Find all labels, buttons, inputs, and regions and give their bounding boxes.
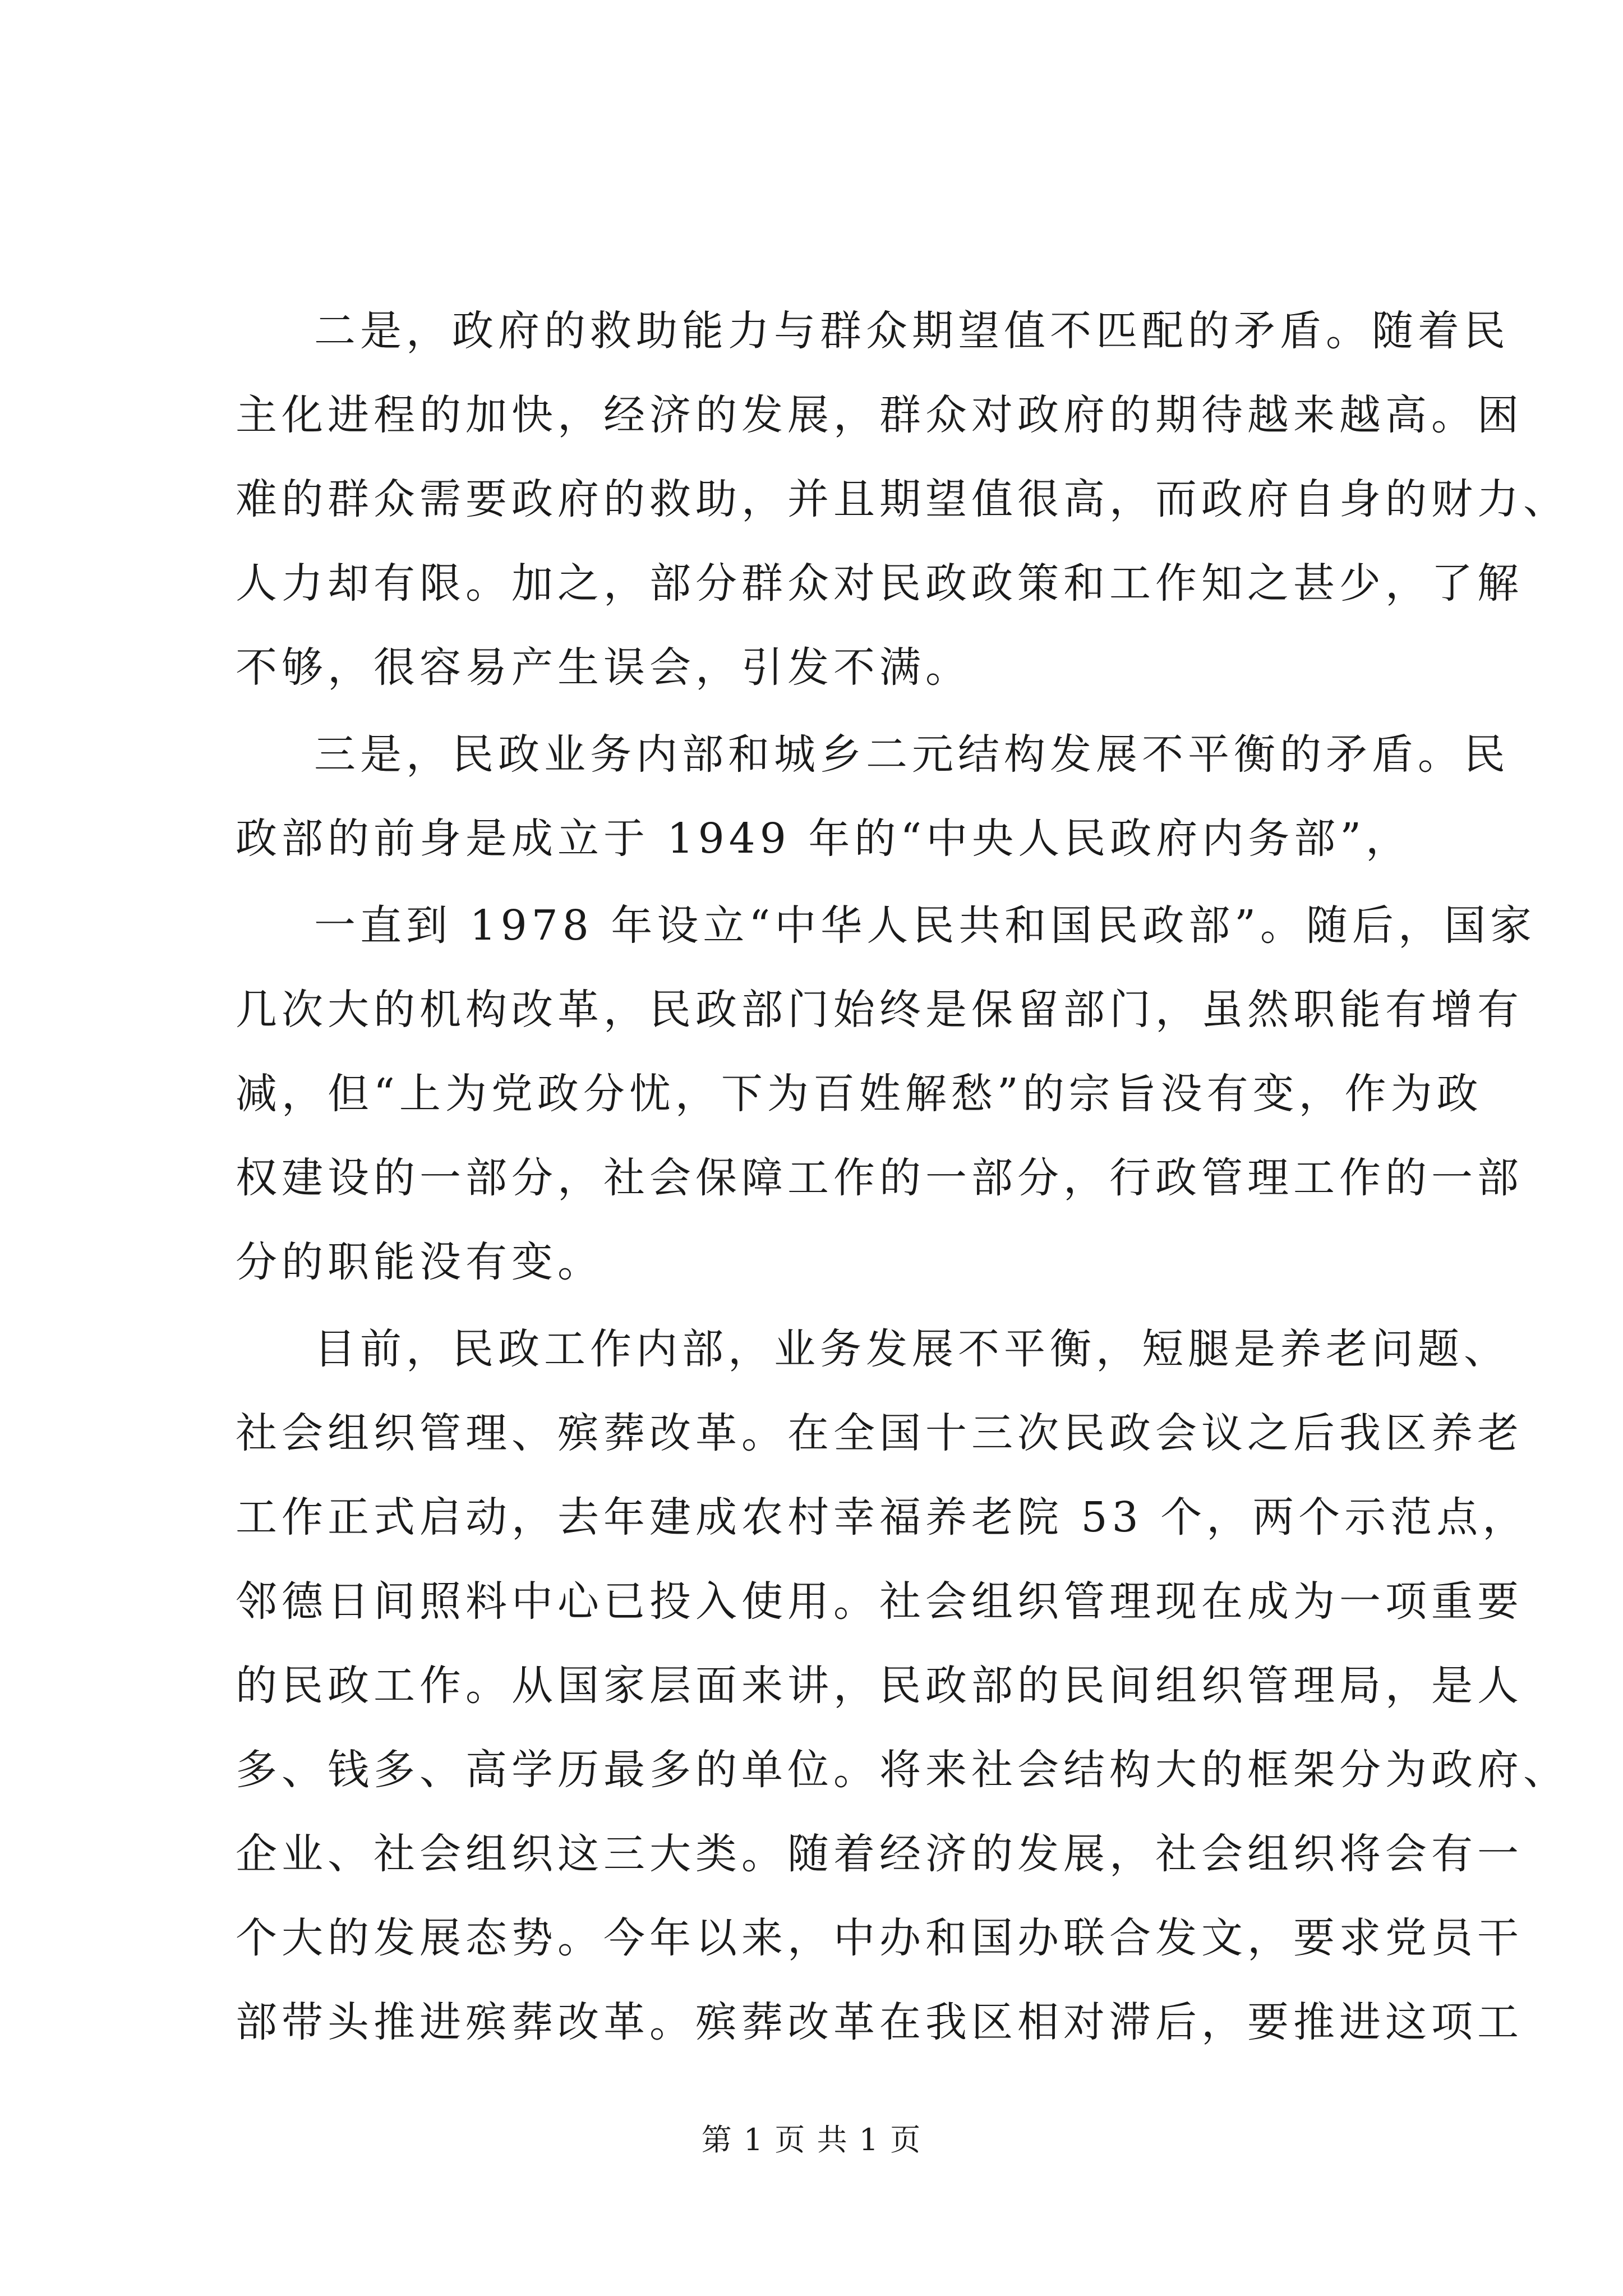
text-line: 个大的发展态势。今年以来，中办和国办联合发文，要求党员干 <box>236 1914 1523 1962</box>
text-line: 部带头推进殡葬改革。殡葬改革在我区相对滞后，要推进这项工 <box>236 1998 1523 2046</box>
text-line: 一直到 1978 年设立“中华人民共和国民政部”。随后，国家 <box>314 901 1537 950</box>
text-line: 邻德日间照料中心已投入使用。社会组织管理现在成为一项重要 <box>236 1577 1523 1626</box>
text-line: 权建设的一部分，社会保障工作的一部分，行政管理工作的一部 <box>236 1154 1523 1202</box>
text-line: 目前，民政工作内部，业务发展不平衡，短腿是养老问题、 <box>314 1325 1510 1373</box>
page-number-footer: 第 1 页 共 1 页 <box>701 2122 922 2157</box>
text-line: 分的职能没有变。 <box>236 1238 603 1286</box>
text-line: 三是，民政业务内部和城乡二元结构发展不平衡的矛盾。民 <box>314 730 1510 779</box>
text-line: 主化进程的加快，经济的发展，群众对政府的期待越来越高。困 <box>236 391 1523 439</box>
text-line: 的民政工作。从国家层面来讲，民政部的民间组织管理局，是人 <box>236 1662 1523 1710</box>
text-line: 社会组织管理、殡葬改革。在全国十三次民政会议之后我区养老 <box>236 1409 1523 1457</box>
text-line: 难的群众需要政府的救助，并且期望值很高，而政府自身的财力、 <box>236 475 1569 523</box>
text-line: 二是，政府的救助能力与群众期望值不匹配的矛盾。随着民 <box>314 307 1510 355</box>
text-line: 多、钱多、高学历最多的单位。将来社会结构大的框架分为政府、 <box>236 1746 1569 1794</box>
text-line: 政部的前身是成立于 1949 年的“中央人民政府内务部”， <box>236 815 1412 863</box>
text-line: 企业、社会组织这三大类。随着经济的发展，社会组织将会有一 <box>236 1830 1523 1878</box>
text-line: 工作正式启动，去年建成农村幸福养老院 53 个，两个示范点， <box>236 1493 1529 1542</box>
text-line: 减，但“上为党政分忧，下为百姓解愁”的宗旨没有变，作为政 <box>236 1070 1483 1118</box>
text-line: 不够，很容易产生误会，引发不满。 <box>236 643 971 692</box>
text-line: 人力却有限。加之，部分群众对民政政策和工作知之甚少，了解 <box>236 559 1523 608</box>
text-line: 几次大的机构改革，民政部门始终是保留部门，虽然职能有增有 <box>236 986 1523 1034</box>
